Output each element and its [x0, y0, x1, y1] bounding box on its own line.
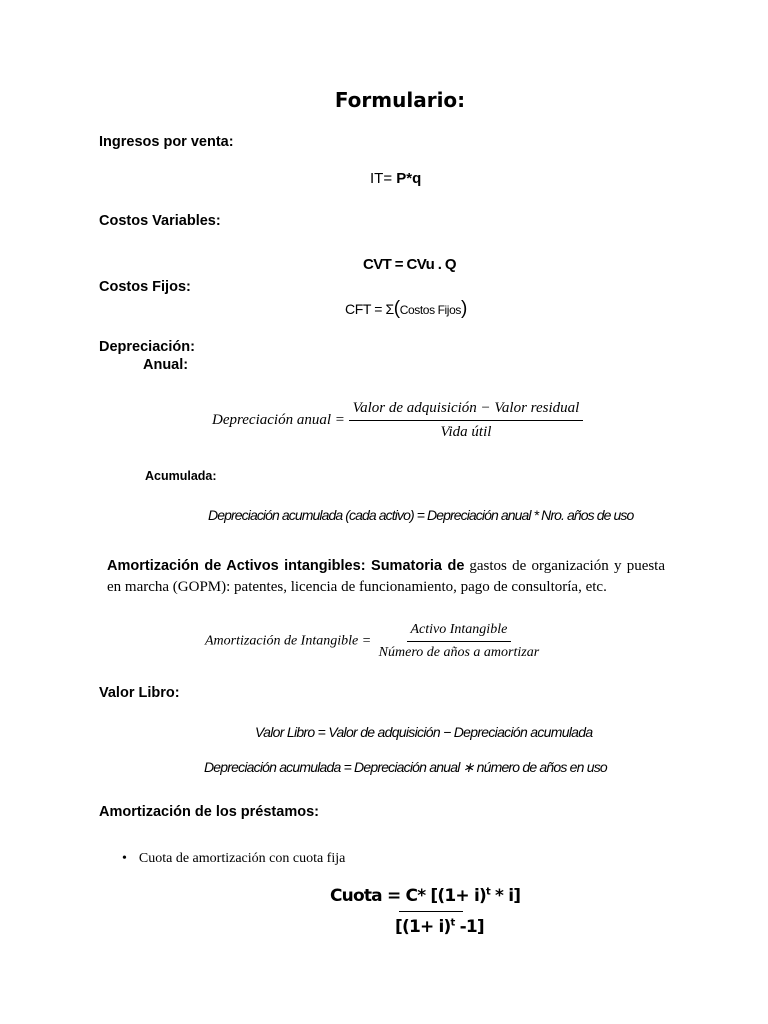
ingresos-heading: Ingresos por venta: — [99, 134, 234, 150]
prestamos-heading: Amortización de los préstamos: — [99, 804, 319, 820]
valor-libro-heading: Valor Libro: — [99, 685, 180, 701]
cuota-den-suffix: -1] — [454, 917, 484, 937]
ingresos-formula-prefix: IT= — [370, 170, 393, 187]
cuota-fraction-bar — [399, 911, 463, 912]
amortizacion-intangible-denominator: Número de años a amortizar — [378, 645, 540, 660]
ingresos-formula-value: P*q — [396, 170, 422, 187]
valor-libro-formula-2: Depreciación acumulada = Depreciación anual ∗ número de años en uso — [204, 759, 607, 775]
costos-fijos-prefix: CFT = Σ — [345, 301, 394, 317]
costos-fijos-formula — [345, 298, 467, 320]
costos-variables-heading: Costos Variables: — [99, 213, 221, 229]
prestamos-bullet-item — [122, 851, 345, 867]
depreciacion-anual-formula — [212, 400, 583, 441]
depreciacion-anual-lhs: Depreciación anual = — [212, 412, 345, 428]
depreciacion-anual-fraction — [349, 400, 584, 441]
depreciacion-anual-denominator: Vida útil — [440, 424, 492, 440]
amortizacion-intangible-numerator: Activo Intangible — [407, 622, 512, 642]
depreciacion-anual-numerator: Valor de adquisición − Valor residual — [349, 400, 584, 421]
page-title: Formulario: — [334, 88, 466, 112]
depreciacion-acumulada-heading: Acumulada: — [145, 469, 217, 483]
costos-fijos-heading: Costos Fijos: — [99, 279, 191, 295]
cuota-num-prefix: Cuota = C* [(1+ i) — [330, 886, 486, 906]
cuota-denominator — [395, 917, 484, 937]
cuota-den-exp: t — [450, 917, 455, 929]
depreciacion-heading: Depreciación: — [99, 339, 195, 355]
ingresos-formula — [370, 170, 421, 187]
depreciacion-acumulada-formula: Depreciación acumulada (cada activo) = Depreciación anual * Nro. años de uso — [208, 507, 634, 523]
cuota-den-prefix: [(1+ i) — [395, 917, 451, 937]
depreciacion-anual-heading: Anual: — [143, 357, 189, 373]
amortizacion-intangibles-bold: Amortización de Activos intangibles: Sumatoria de — [107, 558, 465, 574]
amortizacion-intangible-formula — [205, 622, 543, 661]
amortizacion-intangibles-text: gastos de organización y puesta en marcha (GOPM): patentes, licencia de funcionamiento, pago de consultoría, etc. — [107, 558, 666, 595]
prestamos-bullet-text: Cuota de amortización con cuota fija — [138, 851, 346, 866]
cuota-numerator — [330, 886, 520, 906]
costos-fijos-paren-open: ( — [393, 298, 400, 319]
bullet-icon: • — [122, 851, 127, 866]
amortizacion-intangibles-paragraph — [107, 556, 665, 598]
costos-variables-formula: CVT = CVu . Q — [363, 256, 456, 273]
cuota-num-exp: t — [485, 886, 490, 898]
cuota-num-suffix: * i] — [489, 886, 521, 906]
costos-fijos-inner: Costos Fijos — [399, 303, 461, 317]
amortizacion-intangible-lhs: Amortización de Intangible = — [205, 633, 372, 649]
amortizacion-intangible-fraction — [375, 622, 544, 661]
valor-libro-formula-1: Valor Libro = Valor de adquisición − Depreciación acumulada — [255, 724, 593, 740]
costos-fijos-paren-close: ) — [460, 298, 467, 319]
